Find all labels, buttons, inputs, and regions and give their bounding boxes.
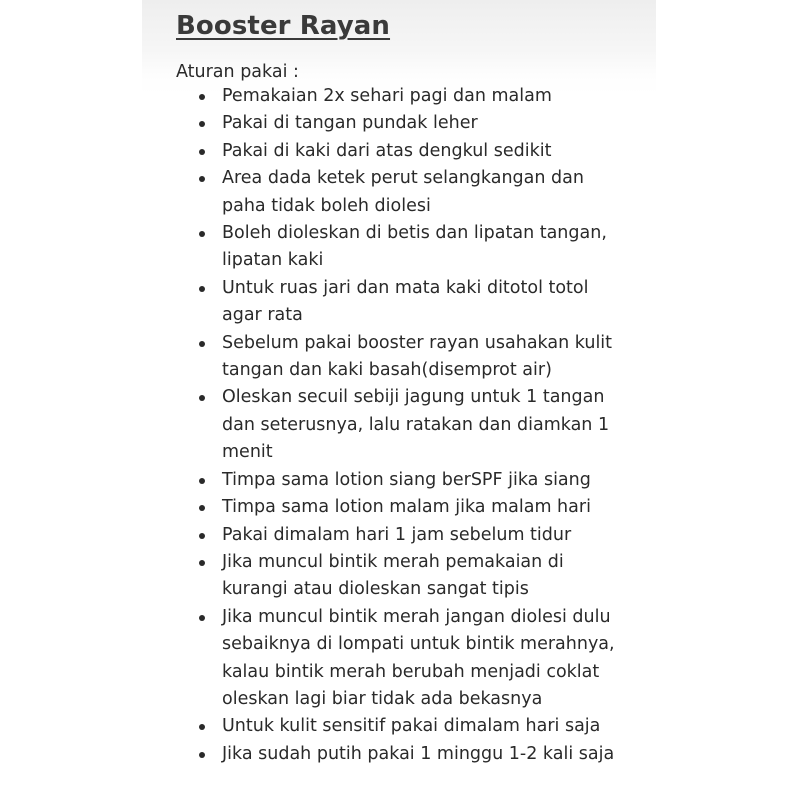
rule-text-line: Pakai di tangan pundak leher [222, 113, 478, 134]
bullet-icon [199, 560, 205, 566]
usage-rules-list [176, 83, 646, 768]
rule-text-line: paha tidak boleh diolesi [222, 195, 431, 216]
rule-text-line: kalau bintik merah berubah menjadi coklat [222, 661, 600, 682]
rule-text-line: sebaiknya di lompati untuk bintik merahnya, [222, 634, 615, 655]
rule-text-line: Sebelum pakai booster rayan usahakan kulit [222, 332, 613, 353]
rule-text-line: lipatan kaki [222, 250, 324, 271]
rule-text-line: tangan dan kaki basah(disemprot air) [222, 360, 552, 381]
usage-rules-heading: Aturan pakai : [176, 62, 299, 82]
rule-item [176, 165, 646, 220]
rule-text-line: oleskan lagi biar tidak ada bekasnya [222, 688, 543, 709]
rule-item [176, 522, 646, 549]
rule-item [176, 110, 646, 137]
rule-item [176, 384, 646, 466]
bullet-icon [199, 149, 205, 155]
rule-text-line: Pakai di kaki dari atas dengkul sedikit [222, 140, 552, 161]
rule-item [176, 467, 646, 494]
page-title: Booster Rayan [176, 11, 391, 41]
rule-text-line: Timpa sama lotion malam jika malam hari [222, 497, 591, 518]
rule-item [176, 275, 646, 330]
rule-text-line: Untuk kulit sensitif pakai dimalam hari saja [222, 716, 601, 737]
rule-text-line: kurangi atau dioleskan sangat tipis [222, 579, 529, 600]
bullet-icon [199, 231, 205, 237]
rule-item [176, 549, 646, 604]
rule-text-line: Timpa sama lotion siang berSPF jika siang [222, 469, 591, 490]
bullet-icon [199, 395, 205, 401]
rule-text-line: agar rata [222, 305, 303, 326]
bullet-icon [199, 478, 205, 484]
bullet-icon [199, 752, 205, 758]
rule-text-line: dan seterusnya, lalu ratakan dan diamkan 1 [222, 414, 610, 435]
rule-text-line: Pakai dimalam hari 1 jam sebelum tidur [222, 524, 572, 545]
rule-text-line: Boleh dioleskan di betis dan lipatan tangan, [222, 223, 607, 244]
rule-text-line: Jika sudah putih pakai 1 minggu 1-2 kali saja [222, 743, 615, 764]
bullet-icon [199, 724, 205, 730]
rule-item [176, 220, 646, 275]
rule-item [176, 330, 646, 385]
bullet-icon [199, 533, 205, 539]
rule-item [176, 604, 646, 714]
bullet-icon [199, 615, 205, 621]
rule-item [176, 494, 646, 521]
rule-item [176, 713, 646, 740]
rule-item [176, 83, 646, 110]
rule-text-line: Pemakaian 2x sehari pagi dan malam [222, 86, 552, 106]
rule-item [176, 741, 646, 768]
rule-text-line: menit [222, 442, 273, 463]
bullet-icon [199, 176, 205, 182]
bullet-icon [199, 121, 205, 127]
bullet-icon [199, 341, 205, 347]
bullet-icon [199, 94, 205, 100]
rule-text-line: Untuk ruas jari dan mata kaki ditotol totol [222, 277, 589, 298]
bullet-icon [199, 505, 205, 511]
rule-text-line: Area dada ketek perut selangkangan dan [222, 168, 584, 189]
rule-text-line: Oleskan secuil sebiji jagung untuk 1 tangan [222, 387, 605, 408]
rule-text-line: Jika muncul bintik merah pemakaian di [222, 551, 564, 572]
rule-text-line: Jika muncul bintik merah jangan diolesi dulu [222, 606, 611, 627]
rule-item [176, 138, 646, 165]
bullet-icon [199, 286, 205, 292]
